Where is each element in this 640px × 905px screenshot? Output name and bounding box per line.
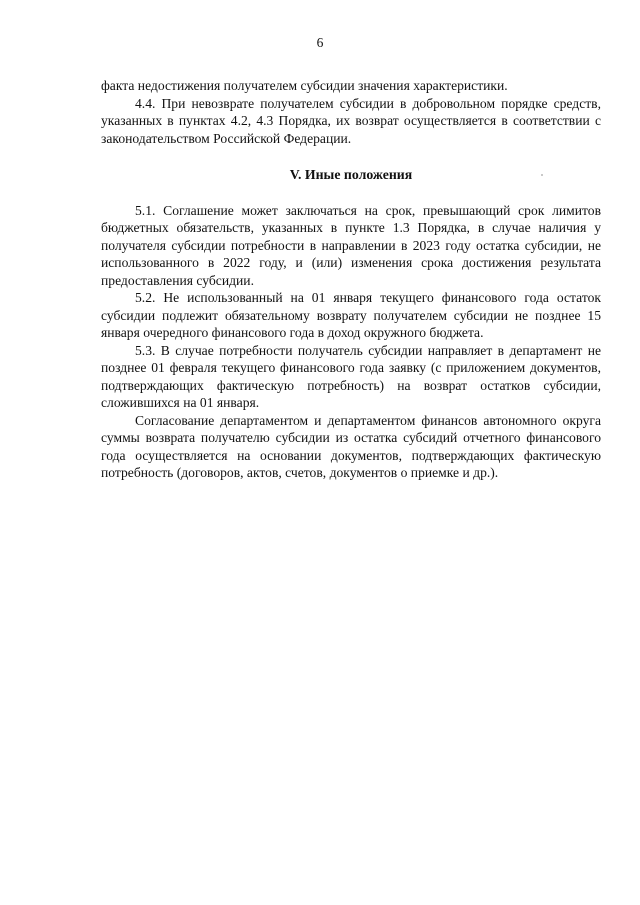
paragraph-4-4: 4.4. При невозврате получателем субсидии в добровольном порядке средств, указанных в пунктах 4.2, 4.3 Порядка, их возврат осуществляется в соответствии с законодательством Российской Федерации. — [101, 95, 601, 146]
section-heading: V. Иные положения — [289, 167, 413, 182]
scan-artifact — [541, 174, 543, 176]
paragraph-continuation: факта недостижения получателем субсидии значения характеристики. — [101, 78, 508, 93]
page-number: 6 — [316, 35, 324, 50]
paragraph-5-3: 5.3. В случае потребности получатель субсидии направляет в департамент не позднее 01 февраля текущего финансового года заявку (с приложением документов, подтверждающих фактическую потребность) на возврат остатков субсидии, сложившихся на 01 января. — [101, 342, 601, 410]
document-body — [101, 77, 601, 482]
paragraph-agreement: Согласование департаментом и департаментом финансов автономного округа суммы возврата получателю субсидии из остатка субсидий отчетного финансового года осуществляется на основании документов, подтверждающих фактическую потребность (договоров, актов, счетов, документов о приемке и др.). — [101, 412, 601, 480]
paragraph-5-1: 5.1. Соглашение может заключаться на срок, превышающий срок лимитов бюджетных обязательств, указанных в пункте 1.3 Порядка, в случае наличия у получателя субсидии потребности в направлении в 2023 году остатка субсидии, не использованного в 2022 году, и (или) изменения срока достижения результата предоставления субсидии. — [101, 202, 601, 288]
paragraph-5-2: 5.2. Не использованный на 01 января текущего финансового года остаток субсидии подлежит обязательному возврату получателем субсидии не позднее 15 января очередного финансового года в доход окружного бюджета. — [101, 290, 601, 340]
